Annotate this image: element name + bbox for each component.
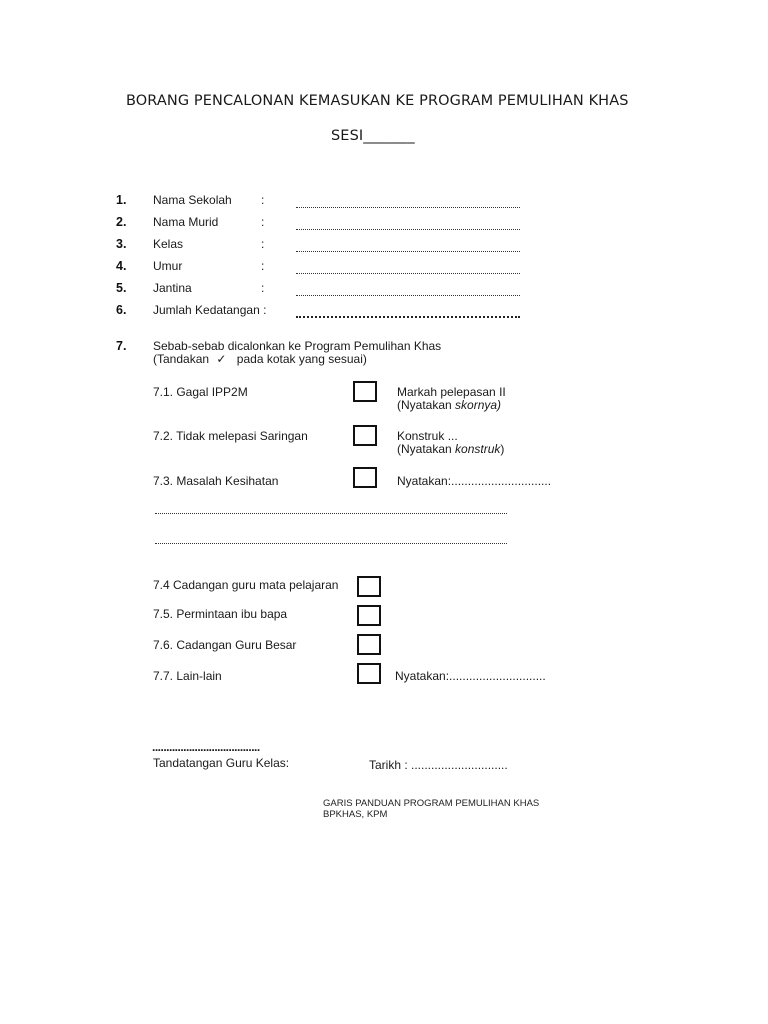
- reason-7-4-checkbox[interactable]: [357, 576, 381, 597]
- field-colon: :: [261, 237, 265, 251]
- school-name-field[interactable]: [296, 207, 520, 208]
- reason-7-5-checkbox[interactable]: [357, 605, 381, 626]
- field-number: 4.: [116, 259, 127, 273]
- reason-7-1-subnote: [397, 398, 501, 412]
- attendance-field[interactable]: [296, 316, 520, 318]
- gender-field[interactable]: [296, 295, 520, 296]
- field-number: 2.: [116, 215, 127, 229]
- section-instruction: [153, 352, 367, 366]
- field-number: 1.: [116, 193, 127, 207]
- field-number: 5.: [116, 281, 127, 295]
- reason-7-2-subnote: [397, 442, 504, 456]
- reason-7-7-label: 7.7. Lain-lain: [153, 669, 222, 683]
- signature-line[interactable]: ......................................: [152, 740, 260, 754]
- age-field[interactable]: [296, 273, 520, 274]
- reason-7-7-specify: Nyatakan:.............................: [395, 669, 546, 683]
- field-colon: :: [261, 259, 265, 273]
- reason-7-2-note: Konstruk ...: [397, 429, 458, 443]
- field-label-age: Umur: [153, 259, 183, 273]
- section-heading: Sebab-sebab dicalonkan ke Program Pemulihan Khas: [153, 339, 442, 353]
- section-number: 7.: [116, 339, 127, 353]
- reason-7-6-checkbox[interactable]: [357, 634, 381, 655]
- field-label-class: Kelas: [153, 237, 184, 251]
- student-name-field[interactable]: [296, 229, 520, 230]
- field-number: 6.: [116, 303, 127, 317]
- subnote-emphasis: konstruk: [455, 442, 501, 456]
- field-label-student: Nama Murid: [153, 215, 219, 229]
- class-field[interactable]: [296, 251, 520, 252]
- health-details-line-1[interactable]: [155, 513, 507, 514]
- footer-line-1: GARIS PANDUAN PROGRAM PEMULIHAN KHAS: [323, 798, 540, 809]
- field-label-attendance: Jumlah Kedatangan :: [153, 303, 267, 317]
- checkmark-icon: ✓: [216, 352, 227, 366]
- instruction-text: (Tandakan: [153, 352, 210, 366]
- reason-7-1-checkbox[interactable]: [353, 381, 377, 402]
- footer-line-2: BPKHAS, KPM: [323, 809, 388, 820]
- subnote-emphasis: skornya): [455, 398, 502, 412]
- reason-7-4-label: 7.4 Cadangan guru mata pelajaran: [153, 578, 339, 592]
- field-colon: :: [261, 193, 265, 207]
- subnote-text: (Nyatakan: [397, 398, 456, 412]
- instruction-text: pada kotak yang sesuai): [236, 352, 367, 366]
- session-label: SESI_______: [331, 128, 415, 144]
- field-label-school: Nama Sekolah: [153, 193, 232, 207]
- reason-7-3-specify: Nyatakan:..............................: [397, 474, 552, 488]
- field-label-gender: Jantina: [153, 281, 192, 295]
- health-details-line-2[interactable]: [155, 543, 507, 544]
- signature-label: Tandatangan Guru Kelas:: [153, 756, 290, 770]
- reason-7-1-note: Markah pelepasan II: [397, 385, 506, 399]
- reason-7-2-checkbox[interactable]: [353, 425, 377, 446]
- reason-7-5-label: 7.5. Permintaan ibu bapa: [153, 607, 288, 621]
- field-number: 3.: [116, 237, 127, 251]
- reason-7-3-label: 7.3. Masalah Kesihatan: [153, 474, 279, 488]
- reason-7-1-label: 7.1. Gagal IPP2M: [153, 385, 248, 399]
- date-field[interactable]: Tarikh : .............................: [369, 758, 508, 772]
- reason-7-7-checkbox[interactable]: [357, 663, 381, 684]
- field-colon: :: [261, 215, 265, 229]
- reason-7-3-checkbox[interactable]: [353, 467, 377, 488]
- field-colon: :: [261, 281, 265, 295]
- subnote-text: (Nyatakan: [397, 442, 456, 456]
- reason-7-2-label: 7.2. Tidak melepasi Saringan: [153, 429, 308, 443]
- reason-7-6-label: 7.6. Cadangan Guru Besar: [153, 638, 297, 652]
- subnote-text: ): [500, 442, 505, 456]
- form-title: BORANG PENCALONAN KEMASUKAN KE PROGRAM PEMULIHAN KHAS: [126, 93, 629, 109]
